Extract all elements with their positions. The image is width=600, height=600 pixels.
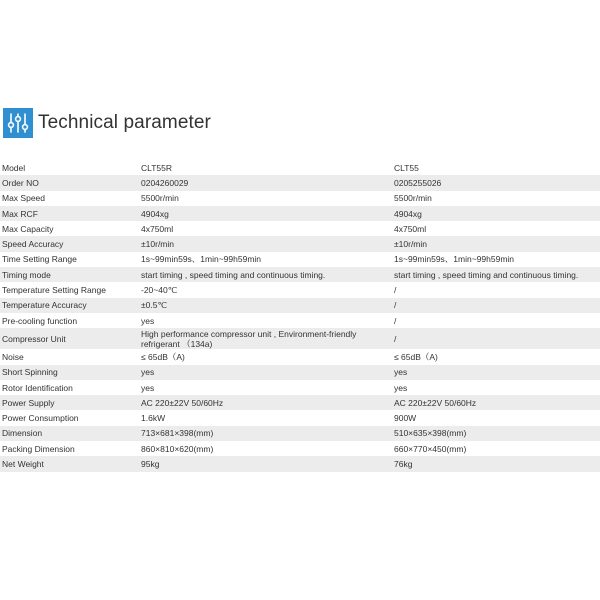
row-label: Short Spinning	[2, 367, 58, 378]
row-label: Rotor Identification	[2, 382, 73, 393]
row-label: Speed Accuracy	[2, 239, 64, 250]
row-label: Packing Dimension	[2, 443, 75, 454]
cell-model-1: 860×810×620(mm)	[141, 443, 214, 454]
table-row	[0, 426, 600, 441]
cell-model-1: ≤ 65dB（A)	[141, 351, 185, 362]
cell-model-2: 76kg	[394, 458, 413, 469]
cell-model-1: 5500r/min	[141, 193, 179, 204]
cell-model-2: 0205255026	[394, 177, 442, 188]
table-row	[0, 160, 600, 175]
row-label: Max Capacity	[2, 223, 54, 234]
table-row	[0, 328, 600, 349]
row-label: Model	[2, 162, 26, 173]
cell-model-2: 1s~99min59s、1min~99h59min	[394, 254, 515, 265]
row-label: Time Setting Range	[2, 254, 77, 265]
cell-model-2: yes	[394, 382, 408, 393]
cell-model-1: 1s~99min59s、1min~99h59min	[141, 254, 262, 265]
cell-model-1: yes	[141, 367, 155, 378]
cell-model-2: 4x750ml	[394, 223, 427, 234]
row-label: Order NO	[2, 177, 39, 188]
table-row	[0, 236, 600, 251]
cell-model-2: CLT55	[394, 162, 419, 173]
cell-model-2: 660×770×450(mm)	[394, 443, 467, 454]
table-row	[0, 252, 600, 267]
cell-model-1: CLT55R	[141, 162, 173, 173]
cell-model-2: /	[394, 315, 397, 326]
row-label: Pre-cooling function	[2, 315, 78, 326]
row-label: Net Weight	[2, 458, 44, 469]
row-label: Timing mode	[2, 269, 51, 280]
table-row	[0, 365, 600, 380]
cell-model-1: 0204260029	[141, 177, 189, 188]
row-label: Max RCF	[2, 208, 38, 219]
cell-model-1: ±10r/min	[141, 239, 175, 250]
cell-model-1: start timing , speed timing and continuous timing.	[141, 269, 326, 280]
spec-table	[0, 160, 600, 472]
cell-model-2: 900W	[394, 413, 417, 424]
row-label: Dimension	[2, 428, 43, 439]
cell-model-2: AC 220±22V 50/60Hz	[394, 397, 477, 408]
row-label: Temperature Accuracy	[2, 300, 87, 311]
table-row	[0, 313, 600, 328]
cell-model-2: ≤ 65dB（A)	[394, 351, 438, 362]
cell-model-1: yes	[141, 315, 155, 326]
row-label: Power Consumption	[2, 413, 79, 424]
cell-model-1: 95kg	[141, 458, 160, 469]
cell-model-2: /	[394, 285, 397, 296]
table-row	[0, 267, 600, 282]
section-header	[0, 108, 600, 138]
cell-model-2: ±10r/min	[394, 239, 428, 250]
table-row	[0, 441, 600, 456]
table-row	[0, 456, 600, 471]
cell-model-2: yes	[394, 367, 408, 378]
row-label: Max Speed	[2, 193, 45, 204]
cell-model-2: /	[394, 333, 397, 344]
row-label: Temperature Setting Range	[2, 285, 106, 296]
cell-model-1: 4904xg	[141, 208, 169, 219]
table-row	[0, 410, 600, 425]
cell-model-2: 5500r/min	[394, 193, 432, 204]
table-row	[0, 298, 600, 313]
cell-model-1: 713×681×398(mm)	[141, 428, 214, 439]
cell-model-2: 4904xg	[394, 208, 422, 219]
row-label: Power Supply	[2, 397, 55, 408]
cell-model-1: ±0.5℃	[141, 300, 168, 311]
cell-model-1: yes	[141, 382, 155, 393]
cell-model-1: 1.6kW	[141, 413, 166, 424]
row-label: Noise	[2, 351, 24, 362]
cell-model-2: start timing , speed timing and continuous timing.	[394, 269, 579, 280]
table-row	[0, 221, 600, 236]
cell-model-1: High performance compressor unit , Environment-friendly refrigerant （134a)	[141, 328, 357, 349]
table-row	[0, 380, 600, 395]
table-row	[0, 206, 600, 221]
cell-model-2: 510×635×398(mm)	[394, 428, 467, 439]
table-row	[0, 349, 600, 364]
sliders-icon	[3, 108, 33, 138]
row-label: Compressor Unit	[2, 333, 66, 344]
cell-model-2: /	[394, 300, 397, 311]
page-title: Technical parameter	[38, 112, 211, 133]
table-row	[0, 175, 600, 190]
table-row	[0, 191, 600, 206]
table-row	[0, 395, 600, 410]
cell-model-1: -20~40℃	[141, 285, 178, 296]
table-row	[0, 282, 600, 297]
cell-model-1: AC 220±22V 50/60Hz	[141, 397, 224, 408]
cell-model-1: 4x750ml	[141, 223, 174, 234]
